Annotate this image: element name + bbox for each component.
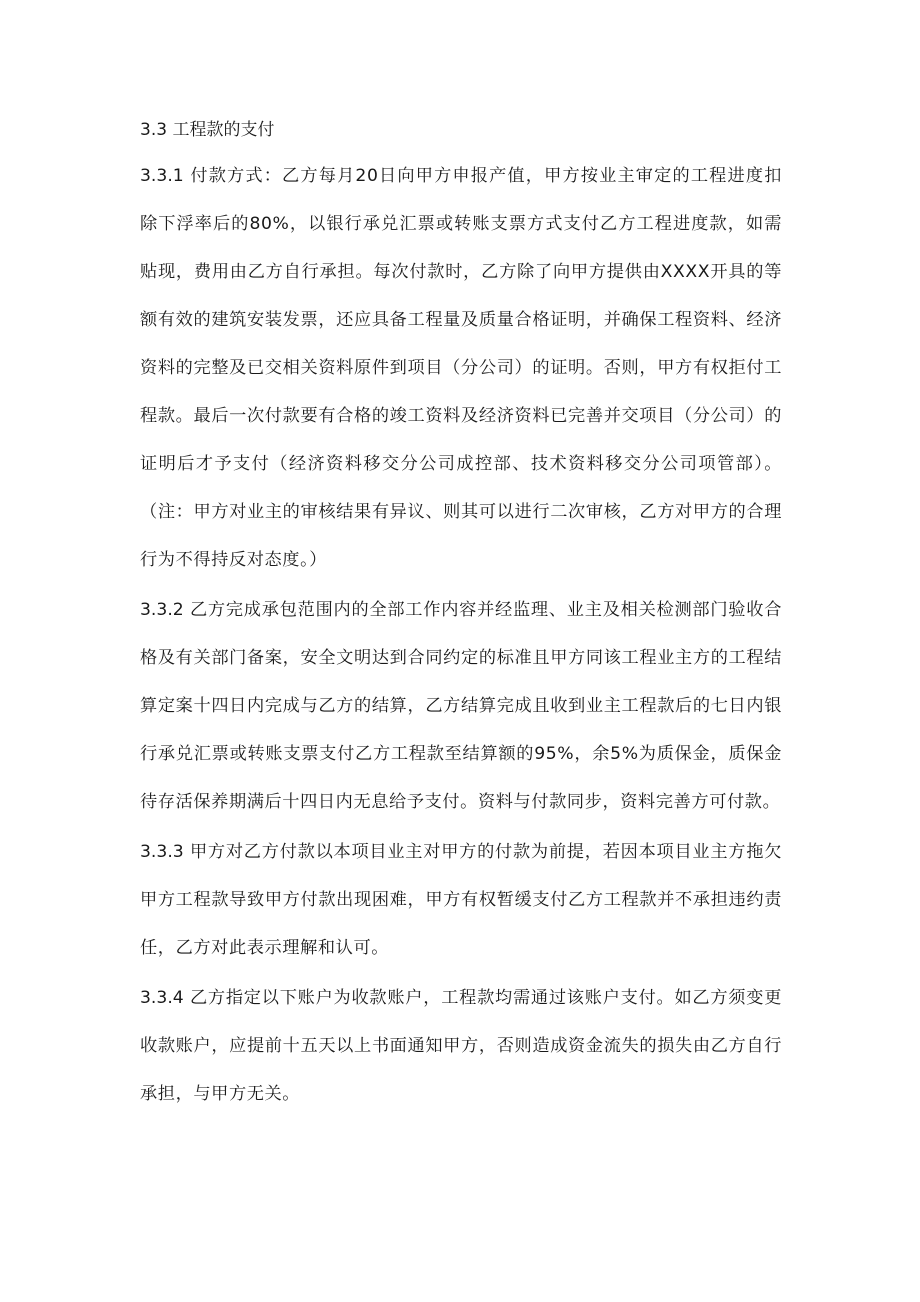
document-body [140,112,782,1120]
clause-3-3-1 [140,152,782,584]
clause-text: 付款方式：乙方每月20日向甲方申报产值，甲方按业主审定的工程进度扣除下浮率后的80%，以银行承兑汇票或转账支票方式支付乙方工程进度款，如需贴现，费用由乙方自行承担。每次付款时，乙方除了向甲方提供由XXXX开具的等额有效的建筑安装发票，还应具备工程量及质量合格证明，并确保工程资料、经济资料的完整及已交相关资料原件到项目（分公司）的证明。否则，甲方有权拒付工程款。最后一次付款要有合格的竣工资料及经济资料已完善并交项目（分公司）的证明后才予支付（经济资料移交分公司成控部、技术资料移交分公司项管部）。（注：甲方对业主的审核结果有异议、则其可以进行二次审核，乙方对甲方的合理行为不得持反对态度。） [140,166,782,570]
clause-3-3-3 [140,828,782,972]
clause-number: 3.3.1 [140,166,184,186]
clause-text: 乙方完成承包范围内的全部工作内容并经监理、业主及相关检测部门验收合格及有关部门备案，安全文明达到合同约定的标准且甲方同该工程业主方的工程结算定案十四日内完成与乙方的结算，乙方结算完成且收到业主工程款后的七日内银行承兑汇票或转账支票支付乙方工程款至结算额的95%，余5%为质保金，质保金待存活保养期满后十四日内无息给予支付。资料与付款同步，资料完善方可付款。 [140,600,782,812]
section-title: 3.3 工程款的支付 [140,120,275,140]
clause-3-3-4 [140,974,782,1118]
clause-number: 3.3.3 [140,842,184,862]
clause-text: 甲方对乙方付款以本项目业主对甲方的付款为前提，若因本项目业主方拖欠甲方工程款导致甲方付款出现困难，甲方有权暂缓支付乙方工程款并不承担违约责任，乙方对此表示理解和认可。 [140,842,782,958]
clause-number: 3.3.4 [140,988,184,1008]
clause-3-3-2 [140,586,782,826]
clause-number: 3.3.2 [140,600,184,620]
clause-text: 乙方指定以下账户为收款账户，工程款均需通过该账户支付。如乙方须变更收款账户，应提前十五天以上书面通知甲方，否则造成资金流失的损失由乙方自行承担，与甲方无关。 [140,988,782,1104]
